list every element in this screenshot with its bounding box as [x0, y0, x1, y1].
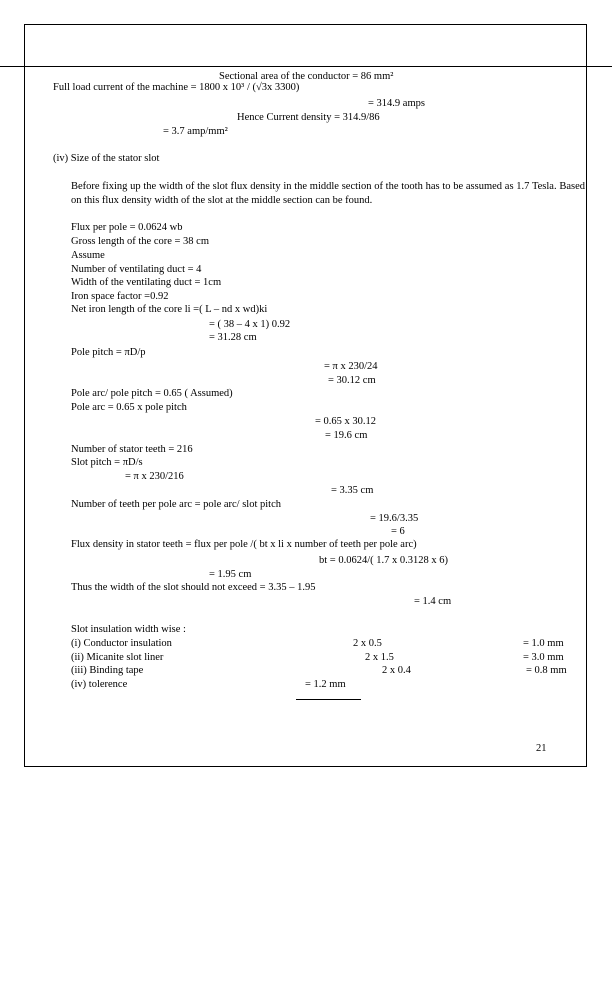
ventilating-ducts: Number of ventilating duct = 4	[71, 264, 202, 275]
full-load-current: Full load current of the machine = 1800 x 10³ / (√3x 3300)	[53, 82, 300, 93]
pole-pitch-calc: = π x 230/24	[324, 361, 378, 372]
insulation-heading: Slot insulation width wise :	[71, 624, 186, 635]
iron-space-factor: Iron space factor =0.92	[71, 291, 169, 302]
pole-arc: Pole arc = 0.65 x pole pitch	[71, 402, 187, 413]
conductor-area: Sectional area of the conductor = 86 mm²	[219, 71, 394, 82]
intro-paragraph: Before fixing up the width of the slot flux density in the middle section of the tooth has to be assumed as 1.7 Tesla. Based on this flux density width of the slot at the middle section can be found.	[71, 181, 585, 206]
insulation-row-3-label: (iii) Binding tape	[71, 665, 144, 676]
slot-width-limit: Thus the width of the slot should not exceed = 3.35 – 1.95	[71, 582, 316, 593]
pole-arc-calc: = 0.65 x 30.12	[315, 416, 377, 427]
net-iron-length: Net iron length of the core li =( L – nd x wd)ki	[71, 304, 268, 315]
gross-length: Gross length of the core = 38 cm	[71, 236, 210, 247]
pole-pitch: Pole pitch = πD/p	[71, 347, 146, 358]
insulation-row-4-label: (iv) tolerence	[71, 679, 128, 690]
tooth-width-result: = 1.95 cm	[209, 569, 252, 580]
assume-label: Assume	[71, 250, 105, 261]
slot-pitch: Slot pitch = πD/s	[71, 457, 143, 468]
flux-per-pole: Flux per pole = 0.0624 wb	[71, 222, 183, 233]
insulation-row-1-calc: 2 x 0.5	[353, 638, 382, 649]
pole-arc-ratio: Pole arc/ pole pitch = 0.65 ( Assumed)	[71, 388, 233, 399]
sum-underline	[296, 699, 361, 700]
insulation-row-2-label: (ii) Micanite slot liner	[71, 652, 164, 663]
insulation-row-2-result: = 3.0 mm	[523, 652, 564, 663]
current-density-result: = 3.7 amp/mm²	[163, 126, 228, 137]
insulation-row-4-result: = 1.2 mm	[305, 679, 346, 690]
teeth-calc: = 19.6/3.35	[370, 513, 419, 524]
current-density: Hence Current density = 314.9/86	[237, 112, 380, 123]
net-iron-result: = 31.28 cm	[209, 332, 257, 343]
tooth-flux-density: Flux density in stator teeth = flux per pole /( bt x li x number of teeth per pole arc)	[71, 539, 417, 550]
pole-arc-result: = 19.6 cm	[325, 430, 368, 441]
section-heading: (iv) Size of the stator slot	[53, 153, 160, 164]
slot-pitch-result: = 3.35 cm	[331, 485, 374, 496]
teeth-per-pole-arc: Number of teeth per pole arc = pole arc/ slot pitch	[71, 499, 282, 510]
pole-pitch-result: = 30.12 cm	[328, 375, 376, 386]
slot-pitch-calc: = π x 230/216	[125, 471, 184, 482]
insulation-row-3-calc: 2 x 0.4	[382, 665, 411, 676]
net-iron-calc: = ( 38 – 4 x 1) 0.92	[209, 319, 291, 330]
current-result: = 314.9 amps	[368, 98, 425, 109]
insulation-row-2-calc: 2 x 1.5	[365, 652, 394, 663]
duct-width: Width of the ventilating duct = 1cm	[71, 277, 222, 288]
insulation-row-1-result: = 1.0 mm	[523, 638, 564, 649]
tooth-width-calc: bt = 0.0624/( 1.7 x 0.3128 x 6)	[319, 555, 448, 566]
teeth-result: = 6	[391, 526, 405, 537]
page-number: 21	[536, 743, 547, 754]
slot-width-result: = 1.4 cm	[414, 596, 452, 607]
insulation-row-3-result: = 0.8 mm	[526, 665, 567, 676]
insulation-row-1-label: (i) Conductor insulation	[71, 638, 172, 649]
stator-teeth: Number of stator teeth = 216	[71, 444, 193, 455]
